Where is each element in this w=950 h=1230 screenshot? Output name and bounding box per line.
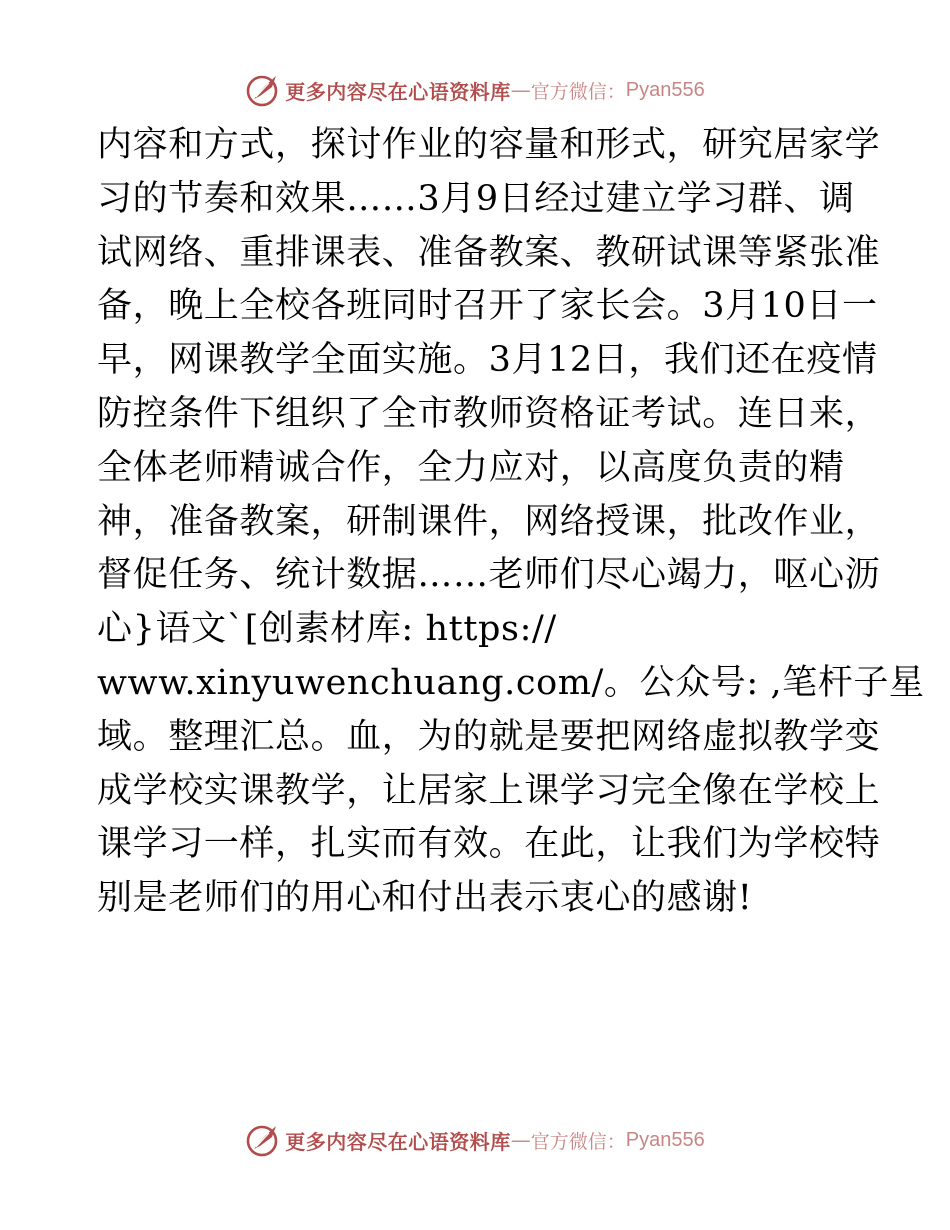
text-line: 防控条件下组织了全市教师资格证考试。连日来， — [97, 393, 881, 434]
text-line: www.xinyuwenchuang.com/。公众号: ,笔杆子星 — [97, 662, 925, 703]
text-line: 督促任务、统计数据……老师们尽心竭力，呕心沥 — [97, 555, 881, 596]
text-line: 全体老师精诚合作，全力应对，以高度负责的精 — [97, 447, 845, 488]
text-line: 试网络、重排课表、准备教案、教研试课等紧张准 — [97, 232, 881, 273]
quill-logo-icon — [245, 1122, 281, 1158]
banner-dash: — — [510, 78, 531, 102]
header-banner — [0, 70, 950, 110]
text-line: 别是老师们的用心和付出表示衷心的感谢! — [97, 878, 753, 919]
banner-wechat-label: 官方微信： — [530, 80, 626, 103]
banner-wechat-id: Pyan556 — [625, 78, 705, 101]
banner-wechat-label: 官方微信： — [530, 1130, 626, 1153]
text-line: 习的节奏和效果……3月9日经过建立学习群、调 — [97, 178, 855, 219]
text-line: 课学习一样，扎实而有效。在此，让我们为学校特 — [97, 824, 881, 865]
banner-wechat-id: Pyan556 — [625, 1128, 705, 1151]
quill-logo-icon — [245, 72, 281, 108]
footer-banner — [0, 1120, 950, 1160]
text-line: 内容和方式，探讨作业的容量和形式，研究居家学 — [97, 125, 881, 165]
document-body — [97, 119, 925, 926]
banner-title: 更多内容尽在心语资料库 — [285, 79, 511, 104]
banner-dash: — — [510, 1128, 531, 1152]
text-line: 神，准备教案，研制课件，网络授课，批改作业， — [97, 501, 881, 542]
text-line: 心}语文`[创素材库: https:// — [97, 609, 557, 650]
banner-title: 更多内容尽在心语资料库 — [285, 1129, 511, 1154]
text-line: 成学校实课教学，让居家上课学习完全像在学校上 — [97, 770, 881, 811]
text-line: 备，晚上全校各班同时召开了家长会。3月10日一 — [97, 286, 878, 327]
text-line: 域。整理汇总。血，为的就是要把网络虚拟教学变 — [97, 716, 881, 757]
text-line: 早，网课教学全面实施。3月12日，我们还在疫情 — [97, 340, 878, 381]
